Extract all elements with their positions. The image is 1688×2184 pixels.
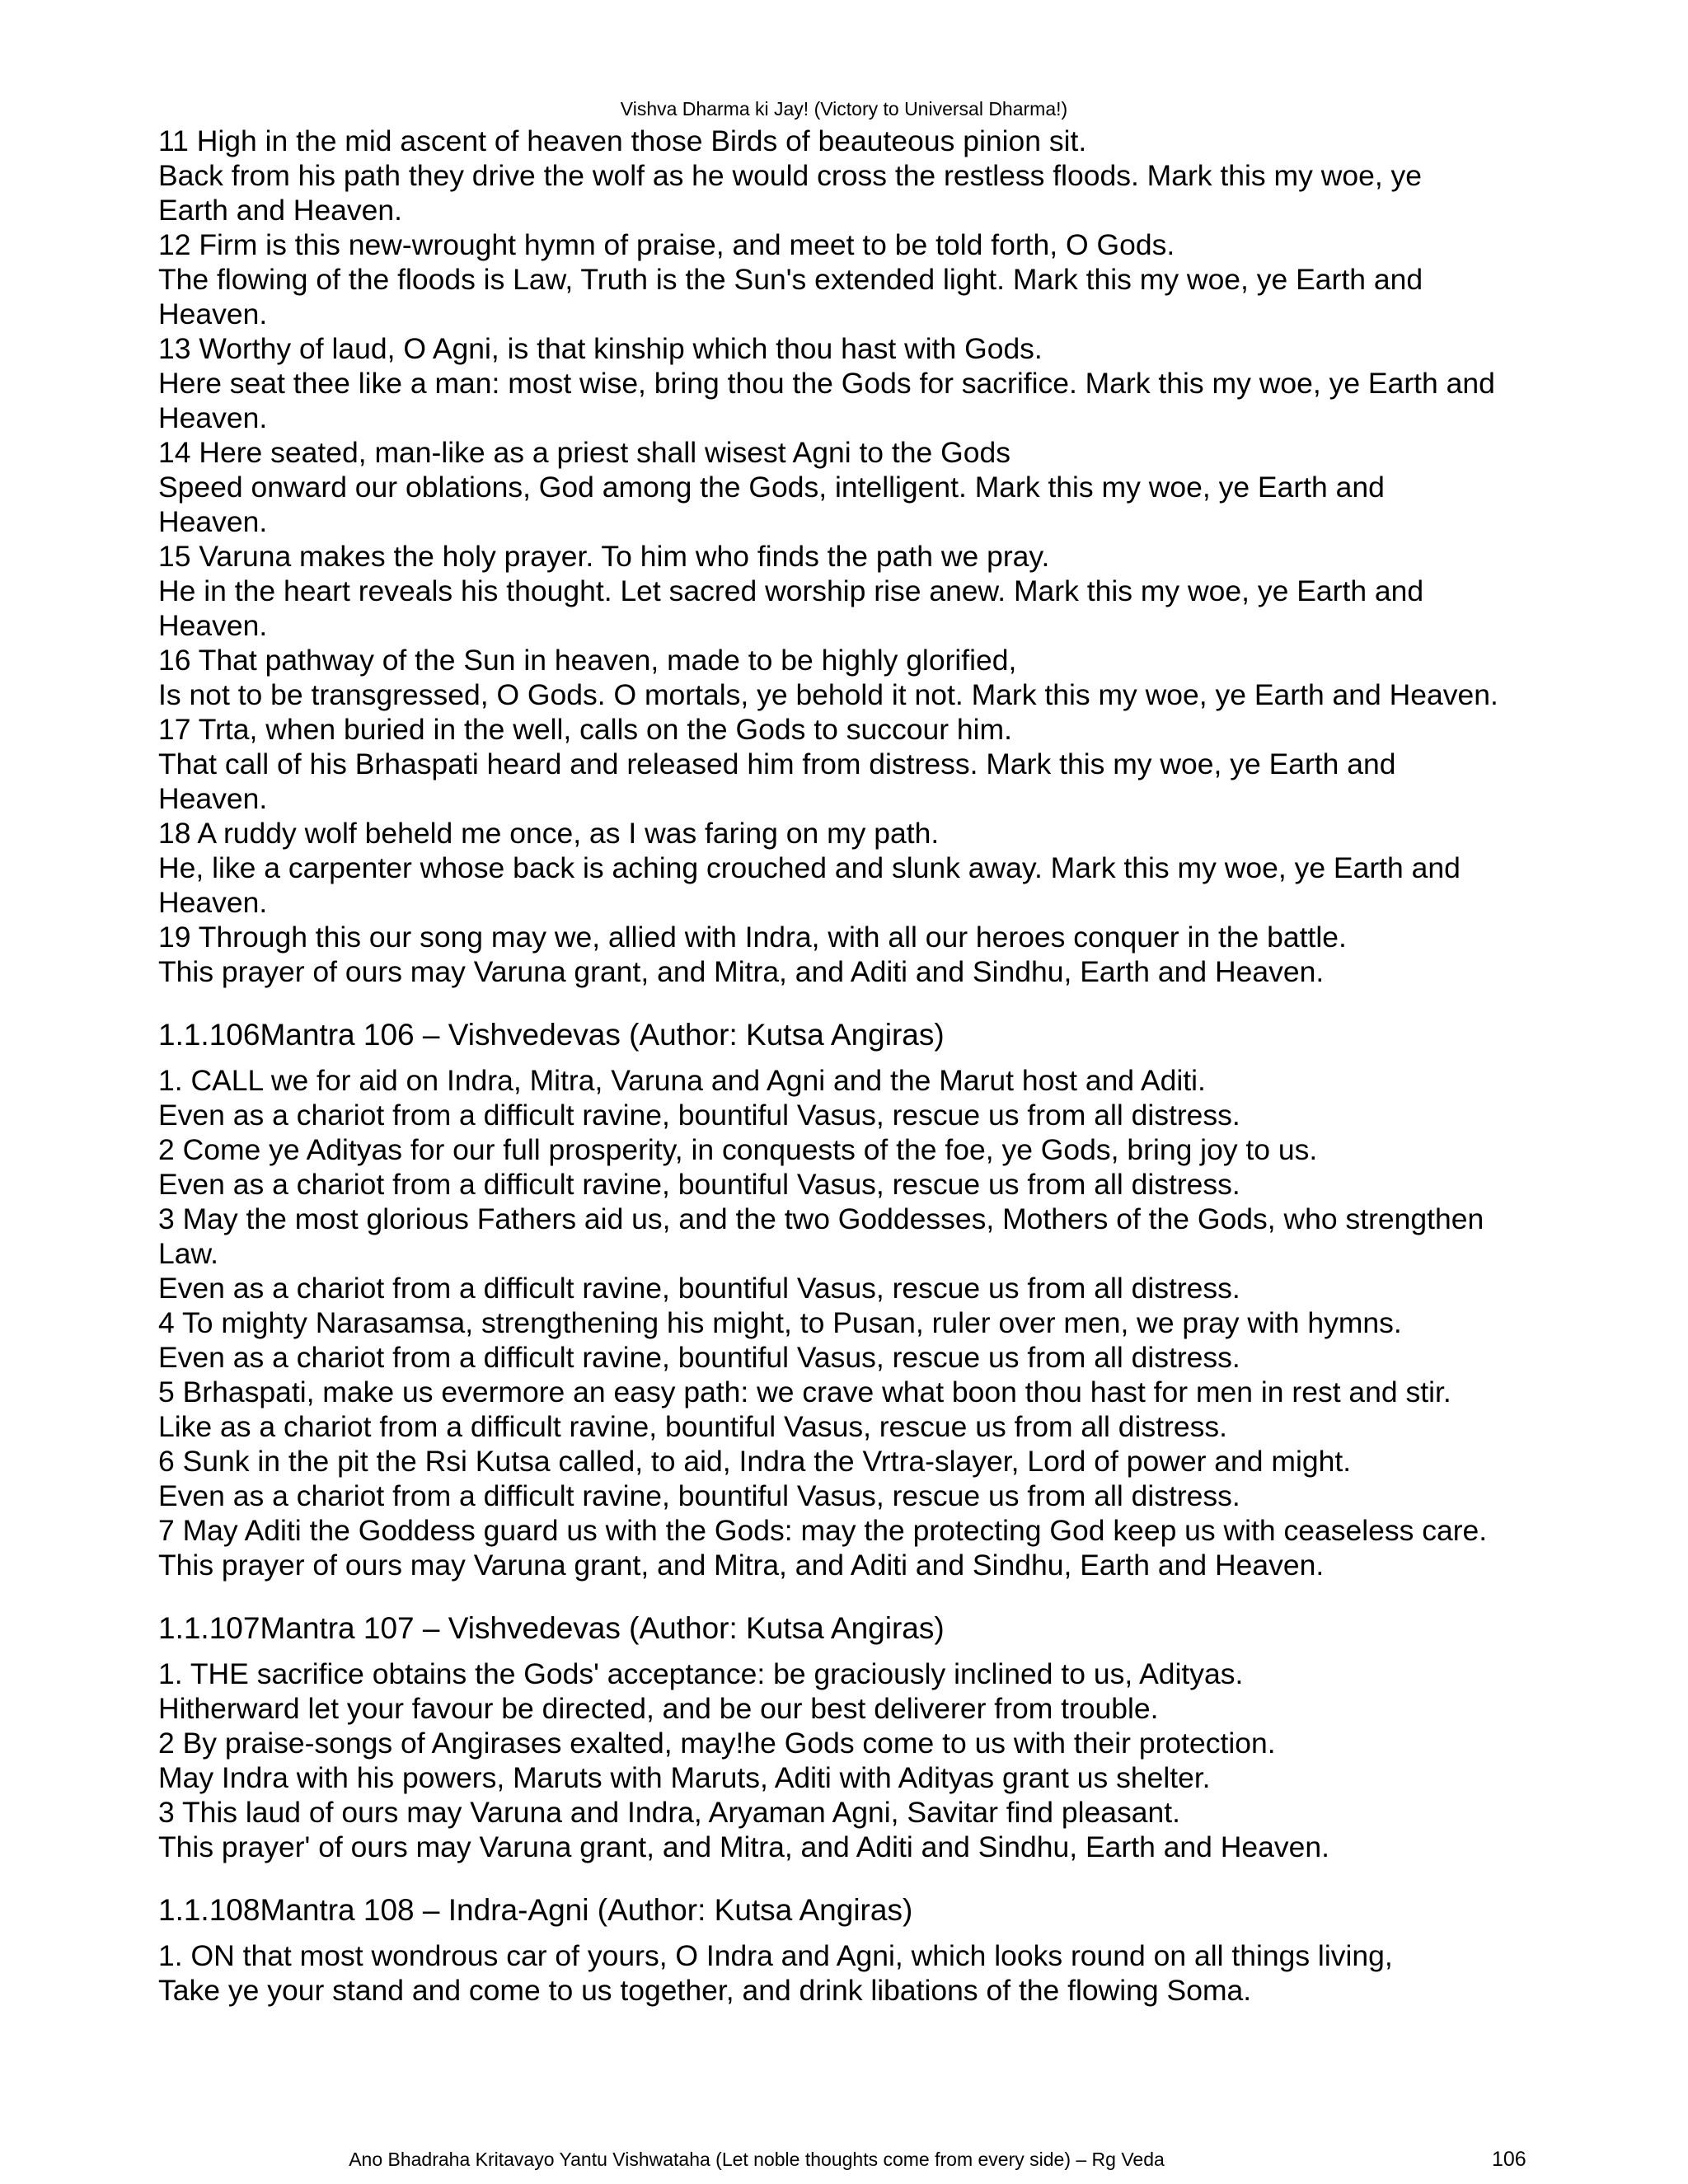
verse-line: Like as a chariot from a difficult ravine, bountiful Vasus, rescue us from all distress. bbox=[158, 1410, 1227, 1443]
verse-line: 11 High in the mid ascent of heaven those Birds of beauteous pinion sit. bbox=[158, 124, 1087, 157]
verse-line: He, like a carpenter whose back is aching crouched and slunk away. Mark this my woe, ye Earth and bbox=[158, 851, 1461, 884]
section-heading: 1.1.106Mantra 106 – Vishvedevas (Author: Kutsa Angiras) bbox=[158, 1018, 945, 1052]
verse-line: 19 Through this our song may we, allied with Indra, with all our heroes conquer in the battle. bbox=[158, 921, 1347, 954]
verse-line: Speed onward our oblations, God among the Gods, intelligent. Mark this my woe, ye Earth and bbox=[158, 471, 1385, 504]
section-mantra-107 bbox=[158, 1610, 1559, 1864]
verse-line: Heaven. bbox=[158, 298, 268, 330]
verse-line: Even as a chariot from a difficult ravine, bountiful Vasus, rescue us from all distress. bbox=[158, 1479, 1240, 1512]
verse-line: Even as a chariot from a difficult ravine, bountiful Vasus, rescue us from all distress. bbox=[158, 1272, 1240, 1305]
verse-line: 18 A ruddy wolf beheld me once, as I was faring on my path. bbox=[158, 817, 940, 850]
verse-line: Is not to be transgressed, O Gods. O mortals, ye behold it not. Mark this my woe, ye Earth and Heaven. bbox=[158, 678, 1498, 711]
verse-line: Even as a chariot from a difficult ravine, bountiful Vasus, rescue us from all distress. bbox=[158, 1099, 1240, 1132]
verse-line: 2 Come ye Adityas for our full prosperity, in conquests of the foe, ye Gods, bring joy to us. bbox=[158, 1133, 1318, 1166]
verse-line: 13 Worthy of laud, O Agni, is that kinship which thou hast with Gods. bbox=[158, 332, 1043, 365]
verse-line: May Indra with his powers, Maruts with Maruts, Aditi with Adityas grant us shelter. bbox=[158, 1761, 1211, 1794]
verse-line: 12 Firm is this new-wrought hymn of praise, and meet to be told forth, O Gods. bbox=[158, 228, 1175, 261]
verse-line: The flowing of the floods is Law, Truth is the Sun's extended light. Mark this my woe, ye Earth and bbox=[158, 263, 1423, 296]
intro-verses bbox=[158, 124, 1559, 989]
verse-line: He in the heart reveals his thought. Let sacred worship rise anew. Mark this my woe, ye Earth and bbox=[158, 574, 1424, 607]
section-heading: 1.1.107Mantra 107 – Vishvedevas (Author: Kutsa Angiras) bbox=[158, 1611, 945, 1645]
verse-line: This prayer of ours may Varuna grant, and Mitra, and Aditi and Sindhu, Earth and Heaven. bbox=[158, 1549, 1325, 1582]
verse-line: 4 To mighty Narasamsa, strengthening his might, to Pusan, ruler over men, we pray with hymns. bbox=[158, 1306, 1402, 1339]
verse-line: Law. bbox=[158, 1237, 219, 1270]
verse-line: 5 Brhaspati, make us evermore an easy path: we crave what boon thou hast for men in rest and stir. bbox=[158, 1376, 1451, 1408]
page-header: Vishva Dharma ki Jay! (Victory to Universal Dharma!) bbox=[620, 98, 1068, 120]
verse-line: Heaven. bbox=[158, 886, 268, 919]
verse-line: 2 By praise-songs of Angirases exalted, may!he Gods come to us with their protection. bbox=[158, 1727, 1276, 1760]
verse-line: Take ye your stand and come to us together, and drink libations of the flowing Soma. bbox=[158, 1974, 1252, 2007]
verse-line: 1. THE sacrifice obtains the Gods' acceptance: be graciously inclined to us, Adityas. bbox=[158, 1657, 1244, 1690]
verse-line: 17 Trta, when buried in the well, calls on the Gods to succour him. bbox=[158, 713, 1012, 746]
page-body bbox=[158, 124, 1559, 2008]
verse-line: 1. CALL we for aid on Indra, Mitra, Varuna and Agni and the Marut host and Aditi. bbox=[158, 1064, 1206, 1097]
page-number: 106 bbox=[1492, 2148, 1526, 2171]
section-heading: 1.1.108Mantra 108 – Indra-Agni (Author: Kutsa Angiras) bbox=[158, 1893, 913, 1927]
verse-line: This prayer of ours may Varuna grant, and Mitra, and Aditi and Sindhu, Earth and Heaven. bbox=[158, 955, 1325, 988]
section-mantra-108 bbox=[158, 1892, 1559, 2008]
verse-line: Even as a chariot from a difficult ravine, bountiful Vasus, rescue us from all distress. bbox=[158, 1341, 1240, 1374]
verse-line: Earth and Heaven. bbox=[158, 194, 403, 227]
verse-line: 6 Sunk in the pit the Rsi Kutsa called, to aid, Indra the Vrtra-slayer, Lord of power and might. bbox=[158, 1445, 1352, 1478]
verse-line: 7 May Aditi the Goddess guard us with the Gods: may the protecting God keep us with ceaseless care. bbox=[158, 1514, 1488, 1547]
verse-line: 1. ON that most wondrous car of yours, O Indra and Agni, which looks round on all things living, bbox=[158, 1939, 1393, 1972]
verse-line: Heaven. bbox=[158, 609, 268, 642]
footer-text: Ano Bhadraha Kritavayo Yantu Vishwataha (Let noble thoughts come from every side) – Rg Veda bbox=[349, 2149, 1165, 2170]
verse-line: Heaven. bbox=[158, 505, 268, 538]
verse-line: Heaven. bbox=[158, 782, 268, 815]
section-mantra-106 bbox=[158, 1017, 1559, 1582]
verse-line: Back from his path they drive the wolf as he would cross the restless floods. Mark this my woe, ye bbox=[158, 159, 1423, 192]
verse-line: Even as a chariot from a difficult ravine, bountiful Vasus, rescue us from all distress. bbox=[158, 1168, 1240, 1201]
verse-line: That call of his Brhaspati heard and released him from distress. Mark this my woe, ye Earth and bbox=[158, 748, 1396, 780]
verse-line: 15 Varuna makes the holy prayer. To him who finds the path we pray. bbox=[158, 540, 1050, 573]
verse-line: Heaven. bbox=[158, 401, 268, 434]
verse-line: 3 May the most glorious Fathers aid us, and the two Goddesses, Mothers of the Gods, who strengthen bbox=[158, 1202, 1484, 1235]
verse-line: This prayer' of ours may Varuna grant, and Mitra, and Aditi and Sindhu, Earth and Heaven. bbox=[158, 1830, 1330, 1863]
verse-line: Here seat thee like a man: most wise, bring thou the Gods for sacrifice. Mark this my woe, ye Earth and bbox=[158, 367, 1495, 400]
verse-line: Hitherward let your favour be directed, and be our best deliverer from trouble. bbox=[158, 1692, 1159, 1725]
verse-line: 16 That pathway of the Sun in heaven, made to be highly glorified, bbox=[158, 644, 1017, 677]
verse-line: 14 Here seated, man-like as a priest shall wisest Agni to the Gods bbox=[158, 436, 1010, 469]
verse-line: 3 This laud of ours may Varuna and Indra, Aryaman Agni, Savitar find pleasant. bbox=[158, 1796, 1180, 1829]
